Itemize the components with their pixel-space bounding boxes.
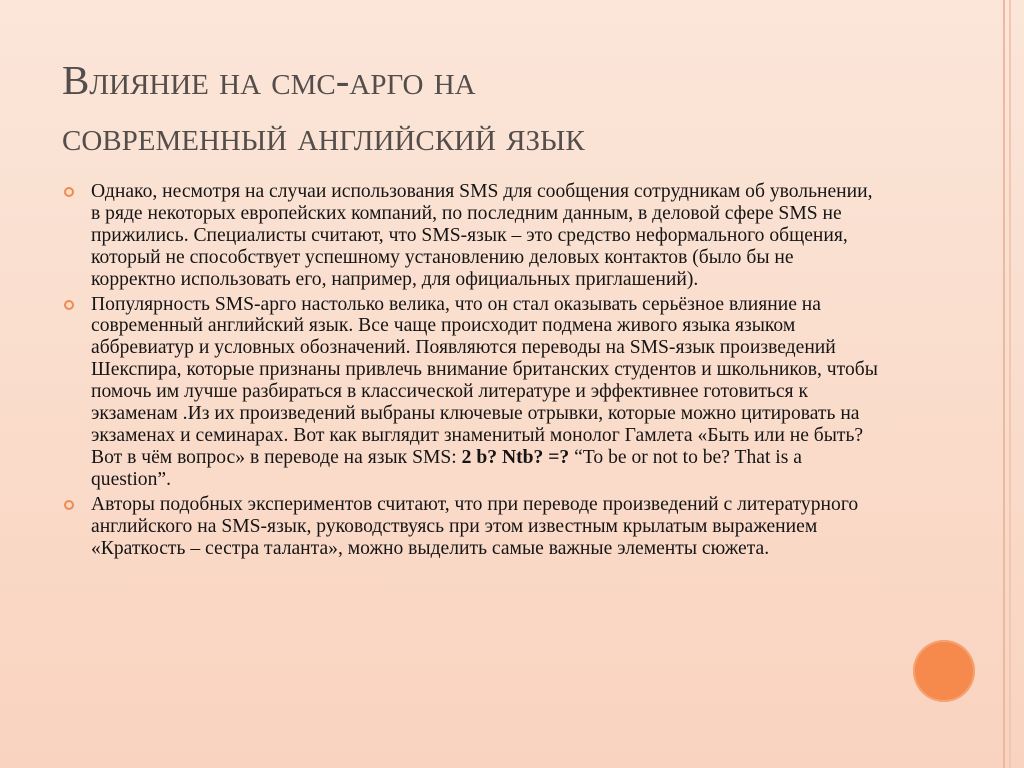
bullet-item-3	[62, 494, 882, 560]
bullet-text-1: Однако, несмотря на случаи использования SMS для сообщения сотрудникам об увольнении, в ряде некоторых европейских компаний, по последним данным, в деловой сфере SMS не прижились. Специалисты считают, что SMS-язык – это средство неформального общения, который не способствует успешному установлению деловых контактов (было бы не корректно использовать его, например, для официальных приглашений).	[91, 181, 873, 290]
slide-title-line-1: Влияние на смс-арго на	[62, 57, 476, 103]
bullet-list	[62, 181, 882, 562]
slide-title-line-2: современный английский язык	[62, 113, 585, 159]
hollow-circle-bullet-icon	[64, 500, 74, 510]
hollow-circle-bullet-icon	[64, 187, 74, 197]
bullet-text-3: Авторы подобных экспериментов считают, что при переводе произведений с литературного английского на SMS-язык, руководствуясь при этом известным крылатым выражением «Краткость – сестра таланта», можно выделить самые важные элементы сюжета.	[91, 493, 859, 559]
right-border-line-inner	[1009, 0, 1011, 768]
sms-example-bold: 2 b? Ntb? =?	[461, 446, 570, 468]
right-border-line	[1003, 0, 1005, 768]
hollow-circle-bullet-icon	[64, 300, 74, 310]
bullet-item-2	[62, 294, 882, 491]
orange-circle-decoration-icon	[913, 640, 975, 702]
bullet-text-2-end: “To be or not to be? That is a question”.	[91, 446, 802, 490]
bullet-item-1	[62, 181, 882, 291]
slide-title	[62, 52, 922, 164]
bullet-text-2: Популярность SMS-арго настолько велика, что он стал оказывать серьёзное влияние на современный английский язык. Все чаще происходит подмена живого языка языком аббревиатур и условных обозначений. Появляются переводы на SMS-язык произведений Шекспира, которые признаны привлечь внимание британских студентов и школьников, чтобы помочь им лучше разбираться в классической литературе и эффективнее готовиться к экзаменам .Из их произведений выбраны ключевые отрывки, которые можно цитировать на экзаменах и семинарах. Вот как выглядит знаменитый монолог Гамлета «Быть или не быть? Вот в чём вопрос» в переводе на язык SMS:	[91, 293, 878, 468]
